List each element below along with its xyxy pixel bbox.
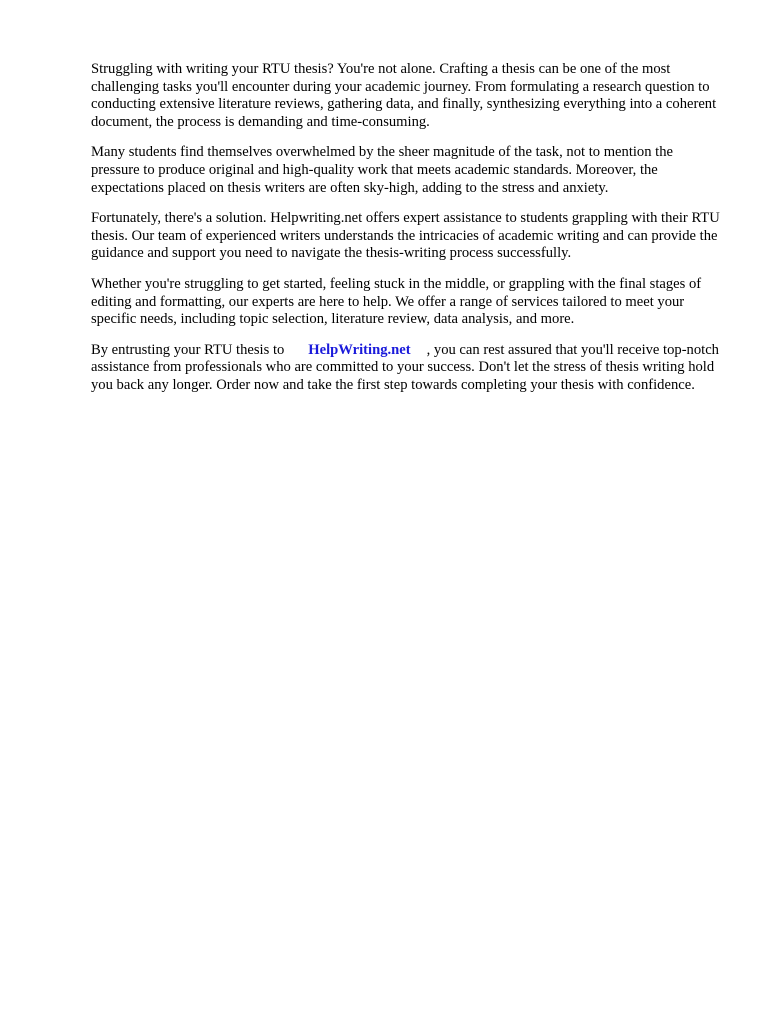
paragraph-solution: Fortunately, there's a solution. Helpwriting.net offers expert assistance to students grappling with their RTU thesis. Our team of experienced writers understands the intricacies of academic writing and can provide the guidance and support you need to navigate the thesis-writing process successfully. [91,210,720,262]
paragraph-intro: Struggling with writing your RTU thesis? You're not alone. Crafting a thesis can be one of the most challenging tasks you'll encounter during your academic journey. From formulating a research question to conducting extensive literature reviews, gathering data, and finally, synthesizing everything into a coherent document, the process is demanding and time-consuming. [91,61,717,130]
conclusion-text-after-link: , you can rest assured that you'll receive top-notch assistance from professionals who are committed to your success. Don't let the stress of thesis writing hold you back any longer. Order now and take the first step towards completing your thesis with confidence. [91,341,719,393]
paragraph-conclusion [91,342,721,395]
document-page [91,61,721,408]
conclusion-text-before-link: By entrusting your RTU thesis to [91,341,285,358]
paragraph-services: Whether you're struggling to get started, feeling stuck in the middle, or grappling with the final stages of editing and formatting, our experts are here to help. We offer a range of services tailored to meet your specific needs, including topic selection, literature review, data analysis, and more. [91,275,702,328]
helpwriting-link[interactable]: HelpWriting.net [308,341,411,358]
paragraph-overwhelmed: Many students find themselves overwhelmed by the sheer magnitude of the task, not to mention the pressure to produce original and high-quality work that meets academic standards. Moreover, the expectations placed on thesis writers are often sky-high, adding to the stress and anxiety. [91,144,674,196]
